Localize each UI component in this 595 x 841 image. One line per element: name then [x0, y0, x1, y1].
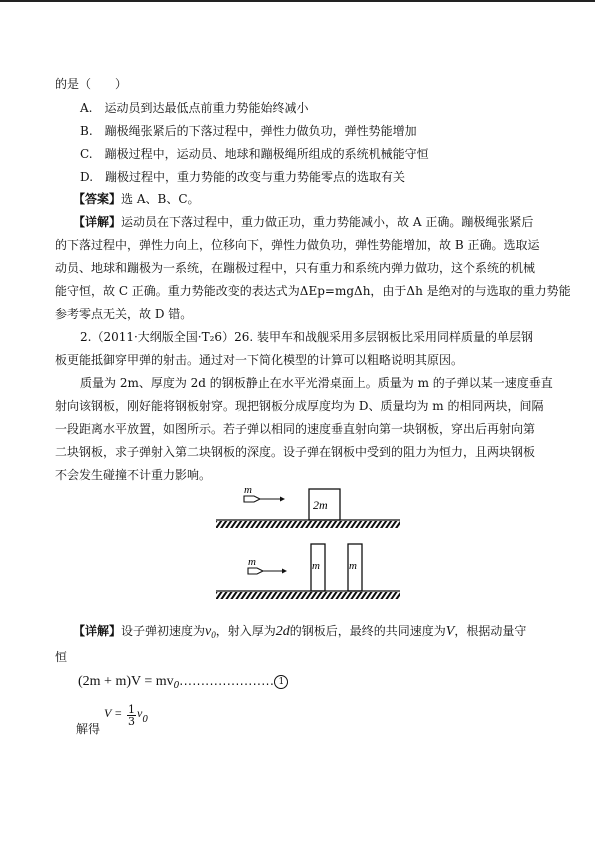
- detail-line-5: 参考零点无关，故 D 错。: [55, 307, 193, 321]
- solve-label: 解得: [76, 722, 101, 736]
- detail-line-1: [73, 214, 533, 230]
- detail-line-3: 动员、地球和蹦极为一系统，在蹦极过程中，只有重力和系统内弹力做功，这个系统的机械: [55, 261, 536, 275]
- question2-line-6: 二块钢板，求子弹射入第二块钢板的深度。设子弹在钢板中受到的阻力为恒力，且两块钢板: [55, 445, 536, 459]
- bottom-block-1-label: m: [312, 560, 320, 572]
- solution-text-b: ，射入厚为: [215, 624, 276, 638]
- question2-line-3: 质量为 2m、厚度为 2d 的钢板静止在水平光滑桌面上。质量为 m 的子弹以某一速度垂直: [80, 376, 553, 390]
- equation-1-leader-dots: ......................: [179, 674, 275, 688]
- bottom-block-2-label: m: [349, 560, 357, 572]
- thickness-2d-symbol: 2d: [275, 624, 290, 639]
- fraction-numerator: 1: [128, 703, 136, 716]
- top-bullet-label: m: [244, 484, 252, 496]
- top-arrow-head: [280, 497, 285, 502]
- detail-line-2: 的下落过程中，弹性力向上，位移向下，弹性力做负功，弹性势能增加，故 B 正确。选取运: [55, 238, 540, 252]
- equation-2-v: v: [137, 706, 143, 720]
- question2-line-4: 射向该钢板，刚好能将钢板射穿。现把钢板分成厚度均为 D、质量均为 m 的相同两块，间隔: [55, 399, 544, 413]
- bottom-bullet-label: m: [248, 556, 256, 568]
- page-top-rule: [0, 0, 595, 2]
- equation-2-fraction: [127, 704, 136, 727]
- bottom-arrow-head: [282, 569, 287, 574]
- equation-2: [104, 704, 148, 728]
- option-b: B. 蹦极绳张紧后的下落过程中，弹性力做负功，弹性势能增加: [80, 124, 417, 138]
- question-stem-end: 的是（ ）: [55, 77, 128, 91]
- bottom-bullet: [248, 568, 263, 574]
- common-velocity-symbol: V: [445, 624, 455, 639]
- solution-text-a: 设子弹初速度为: [121, 624, 206, 638]
- solution-text-c: 的钢板后，最终的共同速度为: [289, 624, 446, 638]
- detail-line-4: 能守恒，故 C 正确。重力势能改变的表达式为ΔEp=mgΔh，由于Δh 是绝对的与选取的重力势能: [55, 284, 571, 298]
- answer-line: [73, 191, 200, 207]
- option-d: D. 蹦极过程中，重力势能的改变与重力势能零点的选取有关: [80, 170, 406, 184]
- solution-text-d: ，根据动量守: [454, 624, 527, 638]
- equation-1: [78, 673, 288, 694]
- equation-1-subscript: 0: [173, 681, 180, 691]
- bottom-ground-hatch: [216, 592, 400, 599]
- top-block-label: 2m: [313, 498, 328, 512]
- question2-line-2: 板更能抵御穿甲弹的射击。通过对一下简化模型的计算可以粗略说明其原因。: [55, 353, 464, 367]
- equation-2-lhs: V =: [104, 706, 123, 720]
- equation-1-number: 1: [274, 675, 288, 689]
- v0-letter: v: [205, 624, 212, 639]
- detail-tag: 【详解】: [73, 215, 122, 229]
- equation-2-subscript: 0: [142, 715, 149, 725]
- answer-tag: 【答案】: [73, 192, 122, 206]
- option-c: C. 蹦极过程中，运动员、地球和蹦极绳所组成的系统机械能守恒: [80, 147, 429, 161]
- top-scene: [216, 484, 400, 528]
- question2-line-1: 2.（2011·大纲版全国·T₂6）26. 装甲车和战舰采用多层钢板比采用同样质量的单层钢: [80, 330, 533, 344]
- solution-tag: 【详解】: [73, 624, 122, 638]
- top-bullet: [244, 496, 260, 502]
- option-a: A. 运动员到达最低点前重力势能始终减小: [80, 101, 309, 115]
- question2-line-5: 一段距离水平放置，如图所示。若子弹以相同的速度垂直射向第一块钢板，穿出后再射向第: [55, 422, 536, 436]
- detail-text-1: 运动员在下落过程中，重力做正功，重力势能减小，故 A 正确。蹦极绳张紧后: [121, 215, 534, 229]
- fraction-denominator: 3: [128, 715, 136, 728]
- top-ground-hatch: [216, 521, 400, 528]
- question2-line-7: 不会发生碰撞不计重力影响。: [55, 468, 212, 482]
- bottom-scene: [216, 544, 400, 599]
- solution-line-2: 恒: [55, 650, 68, 664]
- bullet-steel-plate-figure: [210, 478, 410, 608]
- answer-text: 选 A、B、C。: [121, 192, 200, 206]
- solution-line-1: [73, 623, 526, 643]
- v0-subscript: 0: [211, 630, 216, 640]
- equation-1-expression: (2m + m)V = mv: [78, 674, 174, 689]
- initial-velocity-symbol: [205, 624, 216, 639]
